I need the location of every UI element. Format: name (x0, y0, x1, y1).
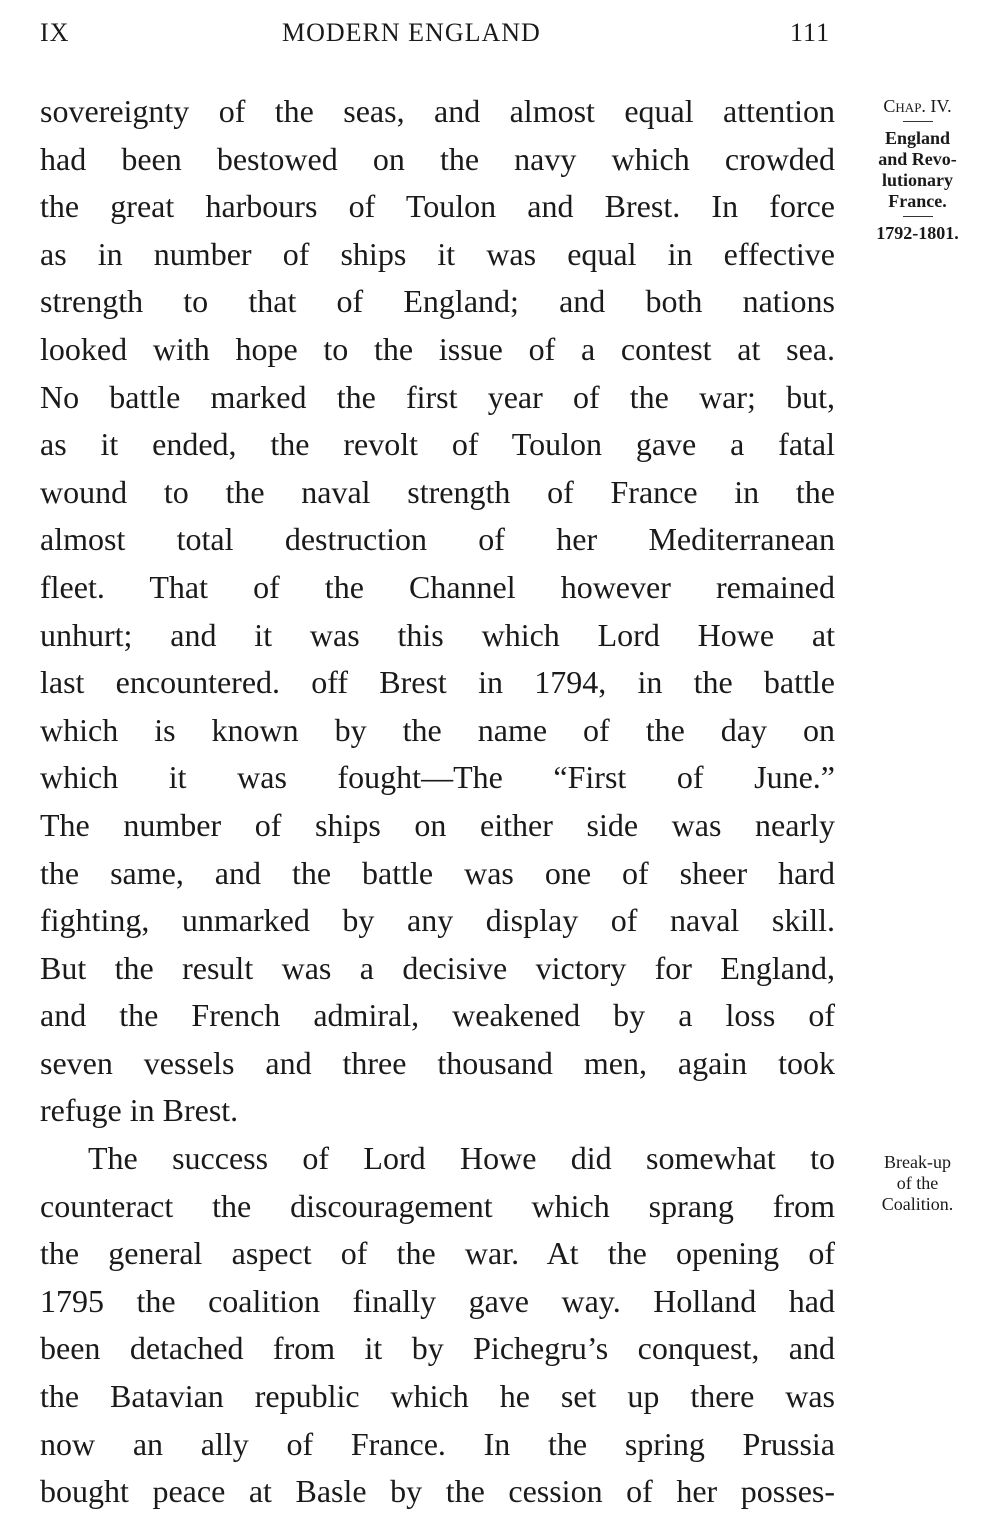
text-line: the same, and the battle was one of sheer hard (40, 854, 835, 891)
text-line: fleet. That of the Channel however remained (40, 568, 835, 605)
page-body (40, 88, 835, 1516)
paragraph-start-line: The success of Lord Howe did somewhat to (88, 1140, 835, 1177)
topic-line: lutionary (881, 170, 953, 190)
date-range: 1792-1801. (876, 223, 959, 243)
text-line: counteract the discouragement which sprang from (40, 1187, 835, 1224)
text-line: No battle marked the first year of the war; but, (40, 378, 835, 415)
text-line: and the French admiral, weakened by a loss of (40, 997, 835, 1034)
text-line: unhurt; and it was this which Lord Howe at (40, 616, 835, 653)
text-line: strength to that of England; and both nations (40, 283, 835, 320)
chapter-roman: IX (40, 18, 70, 47)
page-number: 111 (790, 18, 831, 47)
text-line: wound to the naval strength of France in the (40, 473, 835, 510)
text-line: which is known by the name of the day on (40, 711, 835, 748)
running-title: MODERN ENGLAND (282, 18, 541, 47)
text-line: But the result was a decisive victory for England, (40, 949, 835, 986)
topic-line: England (884, 128, 951, 148)
divider (903, 121, 933, 122)
text-line: now an ally of France. In the spring Prussia (40, 1425, 835, 1462)
text-line: the Batavian republic which he set up there was (40, 1378, 835, 1415)
text-line: seven vessels and three thousand men, again took (40, 1044, 835, 1081)
topic-line: and Revo- (878, 149, 957, 169)
margin-note-section (855, 1152, 980, 1215)
text-line: as it ended, the revolt of Toulon gave a fatal (40, 426, 835, 463)
paragraph-end-line: refuge in Brest. (40, 1092, 239, 1129)
text-line: looked with hope to the issue of a contest at sea. (40, 330, 835, 367)
text-line: the great harbours of Toulon and Brest. In force (40, 188, 835, 225)
section-line: of the (896, 1173, 939, 1193)
text-line: last encountered. off Brest in 1794, in the battle (40, 664, 835, 701)
divider (903, 216, 933, 217)
text-line: had been bestowed on the navy which crowded (40, 140, 835, 177)
text-line: almost total destruction of her Mediterranean (40, 521, 835, 558)
text-line: The number of ships on either side was nearly (40, 806, 835, 843)
topic-line: France. (888, 191, 947, 211)
text-line: sovereignty of the seas, and almost equal attention (40, 93, 835, 129)
text-line: the general aspect of the war. At the opening of (40, 1235, 835, 1272)
text-line: been detached from it by Pichegru’s conquest, and (40, 1330, 835, 1367)
text-line: 1795 the coalition finally gave way. Holland had (40, 1282, 835, 1319)
text-line: which it was fought—The “First of June.” (40, 759, 835, 796)
text-line: fighting, unmarked by any display of naval skill. (40, 902, 835, 939)
text-line: bought peace at Basle by the cession of her posses- (40, 1473, 835, 1510)
text-line: as in number of ships it was equal in effective (40, 235, 835, 272)
running-header (0, 18, 1000, 54)
chapter-label: Chap. IV. (883, 96, 952, 116)
margin-note-chapter (855, 96, 980, 244)
section-line: Coalition. (881, 1194, 954, 1214)
section-line: Break-up (884, 1152, 951, 1172)
